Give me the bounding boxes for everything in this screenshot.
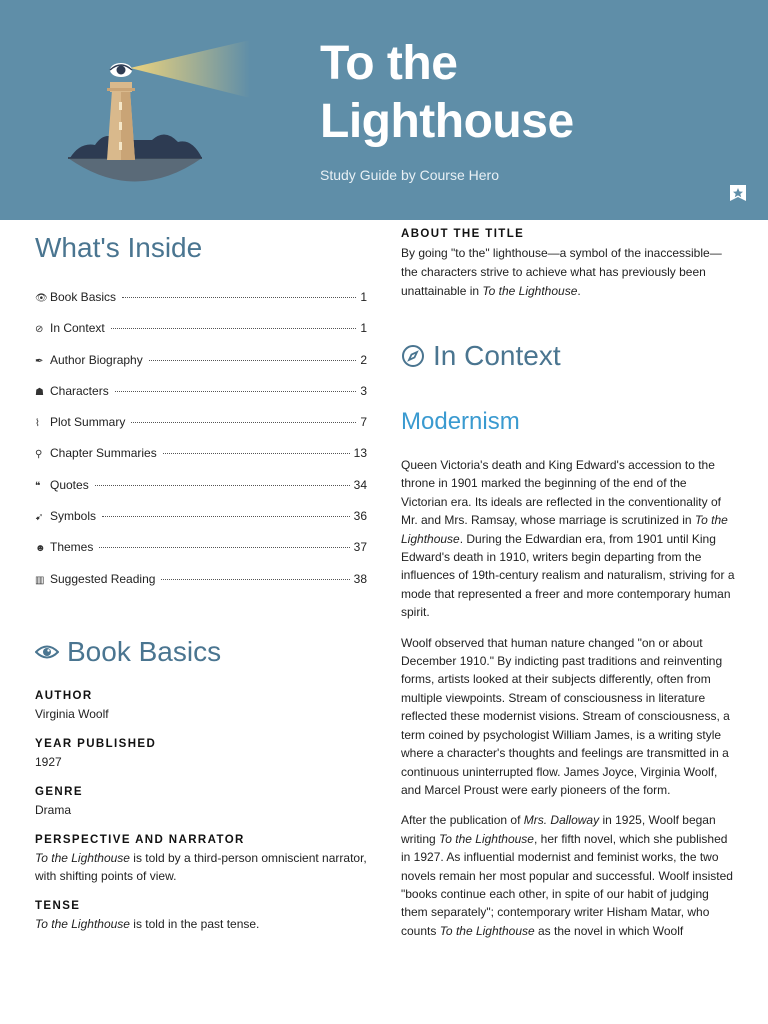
toc-leader: [149, 360, 357, 361]
toc-page: 37: [353, 540, 367, 555]
genre-label: GENRE: [35, 786, 83, 798]
about-text-end: .: [577, 284, 581, 298]
author-value: Virginia Woolf: [35, 707, 109, 721]
compass-icon: [401, 344, 425, 368]
tense-value: [35, 915, 375, 933]
in-context-heading: [401, 340, 561, 372]
toc-item[interactable]: [35, 384, 367, 415]
tense-text: is told in the past tense.: [129, 917, 260, 931]
text: Queen Victoria's death and King Edward's accession to the throne in 1901 marked the beginning of the end of the Victorian era. Its ideals are reflected in the conventionality of Mr. and Mrs. Ramsay, whose marriage is scrutinized in: [401, 458, 721, 528]
magnifier-icon: ⚲: [35, 449, 43, 461]
toc-label: Symbols: [50, 509, 97, 524]
eye-icon: [35, 644, 59, 660]
books-icon: ▥: [35, 574, 45, 586]
perspective-label: PERSPECTIVE AND NARRATOR: [35, 834, 245, 846]
toc-label: Themes: [50, 540, 94, 555]
toc-page: 38: [353, 571, 367, 586]
year-value: 1927: [35, 755, 62, 769]
toc-item[interactable]: [35, 321, 367, 352]
lighthouse-illustration: [60, 30, 260, 200]
about-title-section: [401, 228, 736, 301]
toc-item[interactable]: [35, 478, 367, 509]
book-basics-section: [35, 690, 375, 948]
toc-item[interactable]: [35, 446, 367, 477]
tense-label: TENSE: [35, 900, 81, 912]
toc-item[interactable]: [35, 509, 367, 540]
quote-icon: ❝: [35, 480, 41, 492]
book-title-italic: To the Lighthouse: [439, 923, 535, 938]
compass-icon: ⊘: [35, 324, 44, 336]
whats-inside-section: [35, 228, 367, 603]
book-title-italic: To the Lighthouse: [401, 513, 728, 546]
toc-page: 3: [360, 383, 367, 398]
toc-label: Chapter Summaries: [50, 446, 157, 461]
book-basics-heading: [35, 636, 221, 668]
toc-page: 1: [360, 290, 367, 304]
people-icon: ☗: [35, 386, 44, 398]
book-title: [320, 35, 740, 151]
toc-page: 1: [360, 321, 367, 336]
whats-inside-heading: What's Inside: [35, 232, 203, 263]
book-title-italic: Mrs. Dalloway: [523, 813, 600, 828]
cover-header: [0, 0, 768, 220]
book-basics-title: Book Basics: [67, 636, 222, 667]
text: . During the Edwardian era, from 1901 until King Edward's death in 1910, writers begin departing from the influences of 19th-century realism and naturalism, striving for a mode that represented a freer and more contemporary human spirit.: [401, 531, 735, 620]
toc-item[interactable]: [35, 572, 367, 603]
toc-item[interactable]: [35, 415, 367, 446]
toc-label: Quotes: [50, 477, 89, 492]
toc-leader: [161, 579, 349, 580]
perspective-value: [35, 849, 375, 885]
book-title-italic: To the Lighthouse: [439, 831, 534, 846]
perspective-text: is told by a third-person omniscient narrator, with shifting points of view.: [35, 851, 367, 883]
toc-item[interactable]: [35, 353, 367, 384]
genre-value: Drama: [35, 803, 72, 817]
toc-page: 2: [360, 352, 367, 367]
toc-item[interactable]: [35, 540, 367, 571]
text: After the publication of: [401, 813, 524, 828]
table-of-contents: [35, 290, 367, 603]
paragraph: Woolf observed that human nature changed "on or about December 1910." By indicting past traditions and reinventing forms, artists looked at their subjects differently, often from multiple viewpoints. Stream of consciousness in literature reflected these modernist visions. Stream of consciousness, a term coined by psychologist William James, is a writing style where a character's thoughts and feelings are transmitted in a continuous uninterrupted flow. James Joyce, Virginia Woolf, and Marcel Proust were early pioneers of the form.: [401, 635, 730, 797]
masks-icon: ☻: [35, 543, 46, 555]
toc-leader: [102, 516, 350, 517]
book-title-italic: To the Lighthouse: [482, 284, 578, 298]
toc-leader: [95, 485, 350, 486]
bird-icon: ➹: [35, 512, 44, 524]
toc-page: 36: [353, 509, 367, 524]
line-chart-icon: ⌇: [35, 418, 40, 430]
toc-leader: [131, 422, 356, 423]
toc-page: 7: [360, 415, 367, 430]
toc-leader: [111, 328, 357, 329]
toc-page: 13: [353, 446, 367, 461]
toc-label: Suggested Reading: [50, 571, 156, 586]
year-label: YEAR PUBLISHED: [35, 738, 157, 750]
paragraph: [401, 456, 736, 622]
toc-leader: [163, 453, 350, 454]
pen-nib-icon: ✒: [35, 355, 44, 367]
modernism-heading: Modernism: [401, 408, 520, 435]
about-title-text: [401, 244, 736, 301]
toc-label: Characters: [50, 383, 109, 398]
book-title-italic: To the Lighthouse: [35, 917, 130, 931]
toc-item[interactable]: [35, 290, 367, 321]
about-text-part: By going "to the" lighthouse—a symbol of the inaccessible—the characters strive to achieve what has previously been unattainable in: [401, 246, 722, 298]
toc-leader: [99, 547, 349, 548]
toc-label: In Context: [50, 321, 105, 336]
title-line-2: Lighthouse: [320, 95, 574, 148]
toc-label: Plot Summary: [50, 415, 126, 430]
toc-leader: [115, 391, 357, 392]
text: , her fifth novel, which she published in 1927. As influential modernist and feminist works, the two novels remain her most popular and successful. Woolf insisted "books continue each other, in spite of our habit of judging them separately"; contemporary writer Hisham Matar, who counts: [401, 831, 733, 938]
in-context-body: [401, 456, 736, 952]
toc-page: 34: [353, 477, 367, 492]
in-context-title: In Context: [433, 340, 561, 371]
title-line-1: To the: [320, 37, 458, 90]
book-title-italic: To the Lighthouse: [35, 851, 130, 865]
toc-label: Book Basics: [50, 290, 117, 304]
bookmark-star-icon[interactable]: [728, 183, 748, 203]
eye-icon: 👁: [35, 293, 48, 304]
author-label: AUTHOR: [35, 690, 93, 702]
toc-label: Author Biography: [50, 352, 143, 367]
text: as the novel in which Woolf: [534, 923, 684, 938]
subtitle: Study Guide by Course Hero: [320, 167, 499, 183]
toc-leader: [122, 297, 356, 298]
text: in 1925, Woolf began writing: [401, 813, 716, 846]
about-title-label: ABOUT THE TITLE: [401, 228, 525, 240]
paragraph: [401, 811, 736, 940]
